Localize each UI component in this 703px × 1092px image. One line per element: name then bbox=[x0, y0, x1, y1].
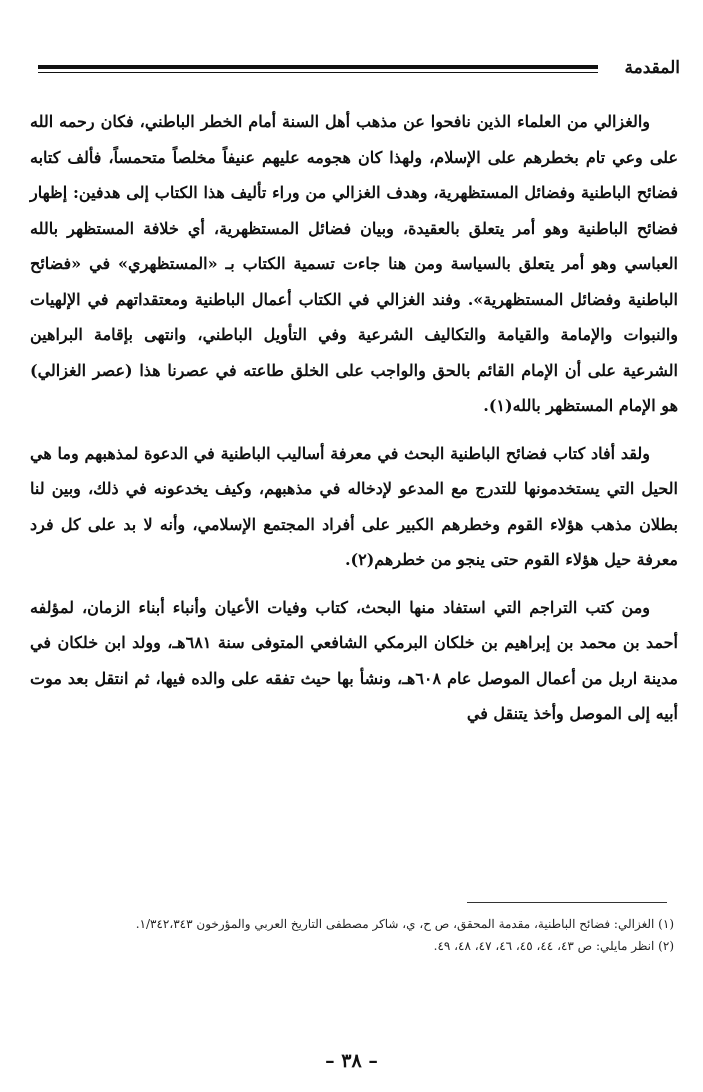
header-title: المقدمة bbox=[624, 58, 680, 78]
page-number: – ٣٨ – bbox=[325, 1050, 378, 1072]
header-rule-thin bbox=[38, 72, 598, 73]
paragraph: والغزالي من العلماء الذين نافحوا عن مذهب أهل السنة أمام الخطر الباطني، فكان رحمه الله على وعي تام بخطرهم على الإسلام، ولهذا كان هجومه عليهم عنيفاً مخلصاً متحمساً، فألف كتابه فضائح الباطنية وفضائل المستظهرية، وهدف الغزالي من وراء تأليف هذا الكتاب إلى هدفين: إظهار فضائح الباطنية وهو أمر يتعلق بالعقيدة، وبيان فضائل المستظهرية، أي خلافة المستظهر بالله العباسي وهو أمر يتعلق بالسياسة ومن هنا جاءت تسمية الكتاب بـ «المستظهري» في «فضائح الباطنية وفضائل المستظهرية». وفند الغزالي في الكتاب أعمال الباطنية ومعتقداتهم في الإلهيات والنبوات والإمامة والقيامة والتكاليف الشرعية وفي التأويل الباطني، وانتهى بإقامة البراهين الشرعية على أن الإمام القائم بالحق والواجب على الخلق طاعته في عصرنا هذا (عصر الغزالي) هو الإمام المستظهر بالله(١). bbox=[30, 112, 678, 415]
footnote-2: (٢) انظر مايلي: ص ٤٣، ٤٤، ٤٥، ٤٦، ٤٧، ٤٨، ٤٩. bbox=[433, 939, 674, 953]
main-text bbox=[30, 104, 678, 744]
paragraph: ولقد أفاد كتاب فضائح الباطنية البحث في معرفة أساليب الباطنية في الدعوة لمذهبهم وما هي الحيل التي يستخدمونها للتدرج مع المدعو لإدخاله في مذهبهم، وكيف يخدعونه في ذلك، وبين لنا بطلان مذهب هؤلاء القوم وخطرهم الكبير على أفراد المجتمع الإسلامي، وأنه لا بد على كل فرد معرفة حيل هؤلاء القوم حتى ينجو من خطرهم(٢). bbox=[30, 443, 679, 569]
running-header bbox=[30, 52, 680, 82]
footnote-separator bbox=[467, 902, 667, 903]
footnotes bbox=[30, 913, 674, 957]
header-rule-thick bbox=[38, 65, 598, 69]
footnote-1: (١) الغزالي: فضائح الباطنية، مقدمة المحقق، ص ح، ي، شاكر مصطفى التاريخ العربي والمؤرخون ١/٣٤٢،٣٤٣. bbox=[135, 917, 674, 931]
paragraph: ومن كتب التراجم التي استفاد منها البحث، كتاب وفيات الأعيان وأنباء أبناء الزمان، لمؤلفه أحمد بن محمد بن إبراهيم بن خلكان البرمكي الشافعي المتوفى سنة ٦٨١هـ، وولد ابن خلكان في مدينة اربل من أعمال الموصل عام ٦٠٨هـ، ونشأ بها حيث تفقه على والده فيها، ثم انتقل بعد موت أبيه إلى الموصل وأخذ يتنقل في bbox=[30, 597, 678, 723]
